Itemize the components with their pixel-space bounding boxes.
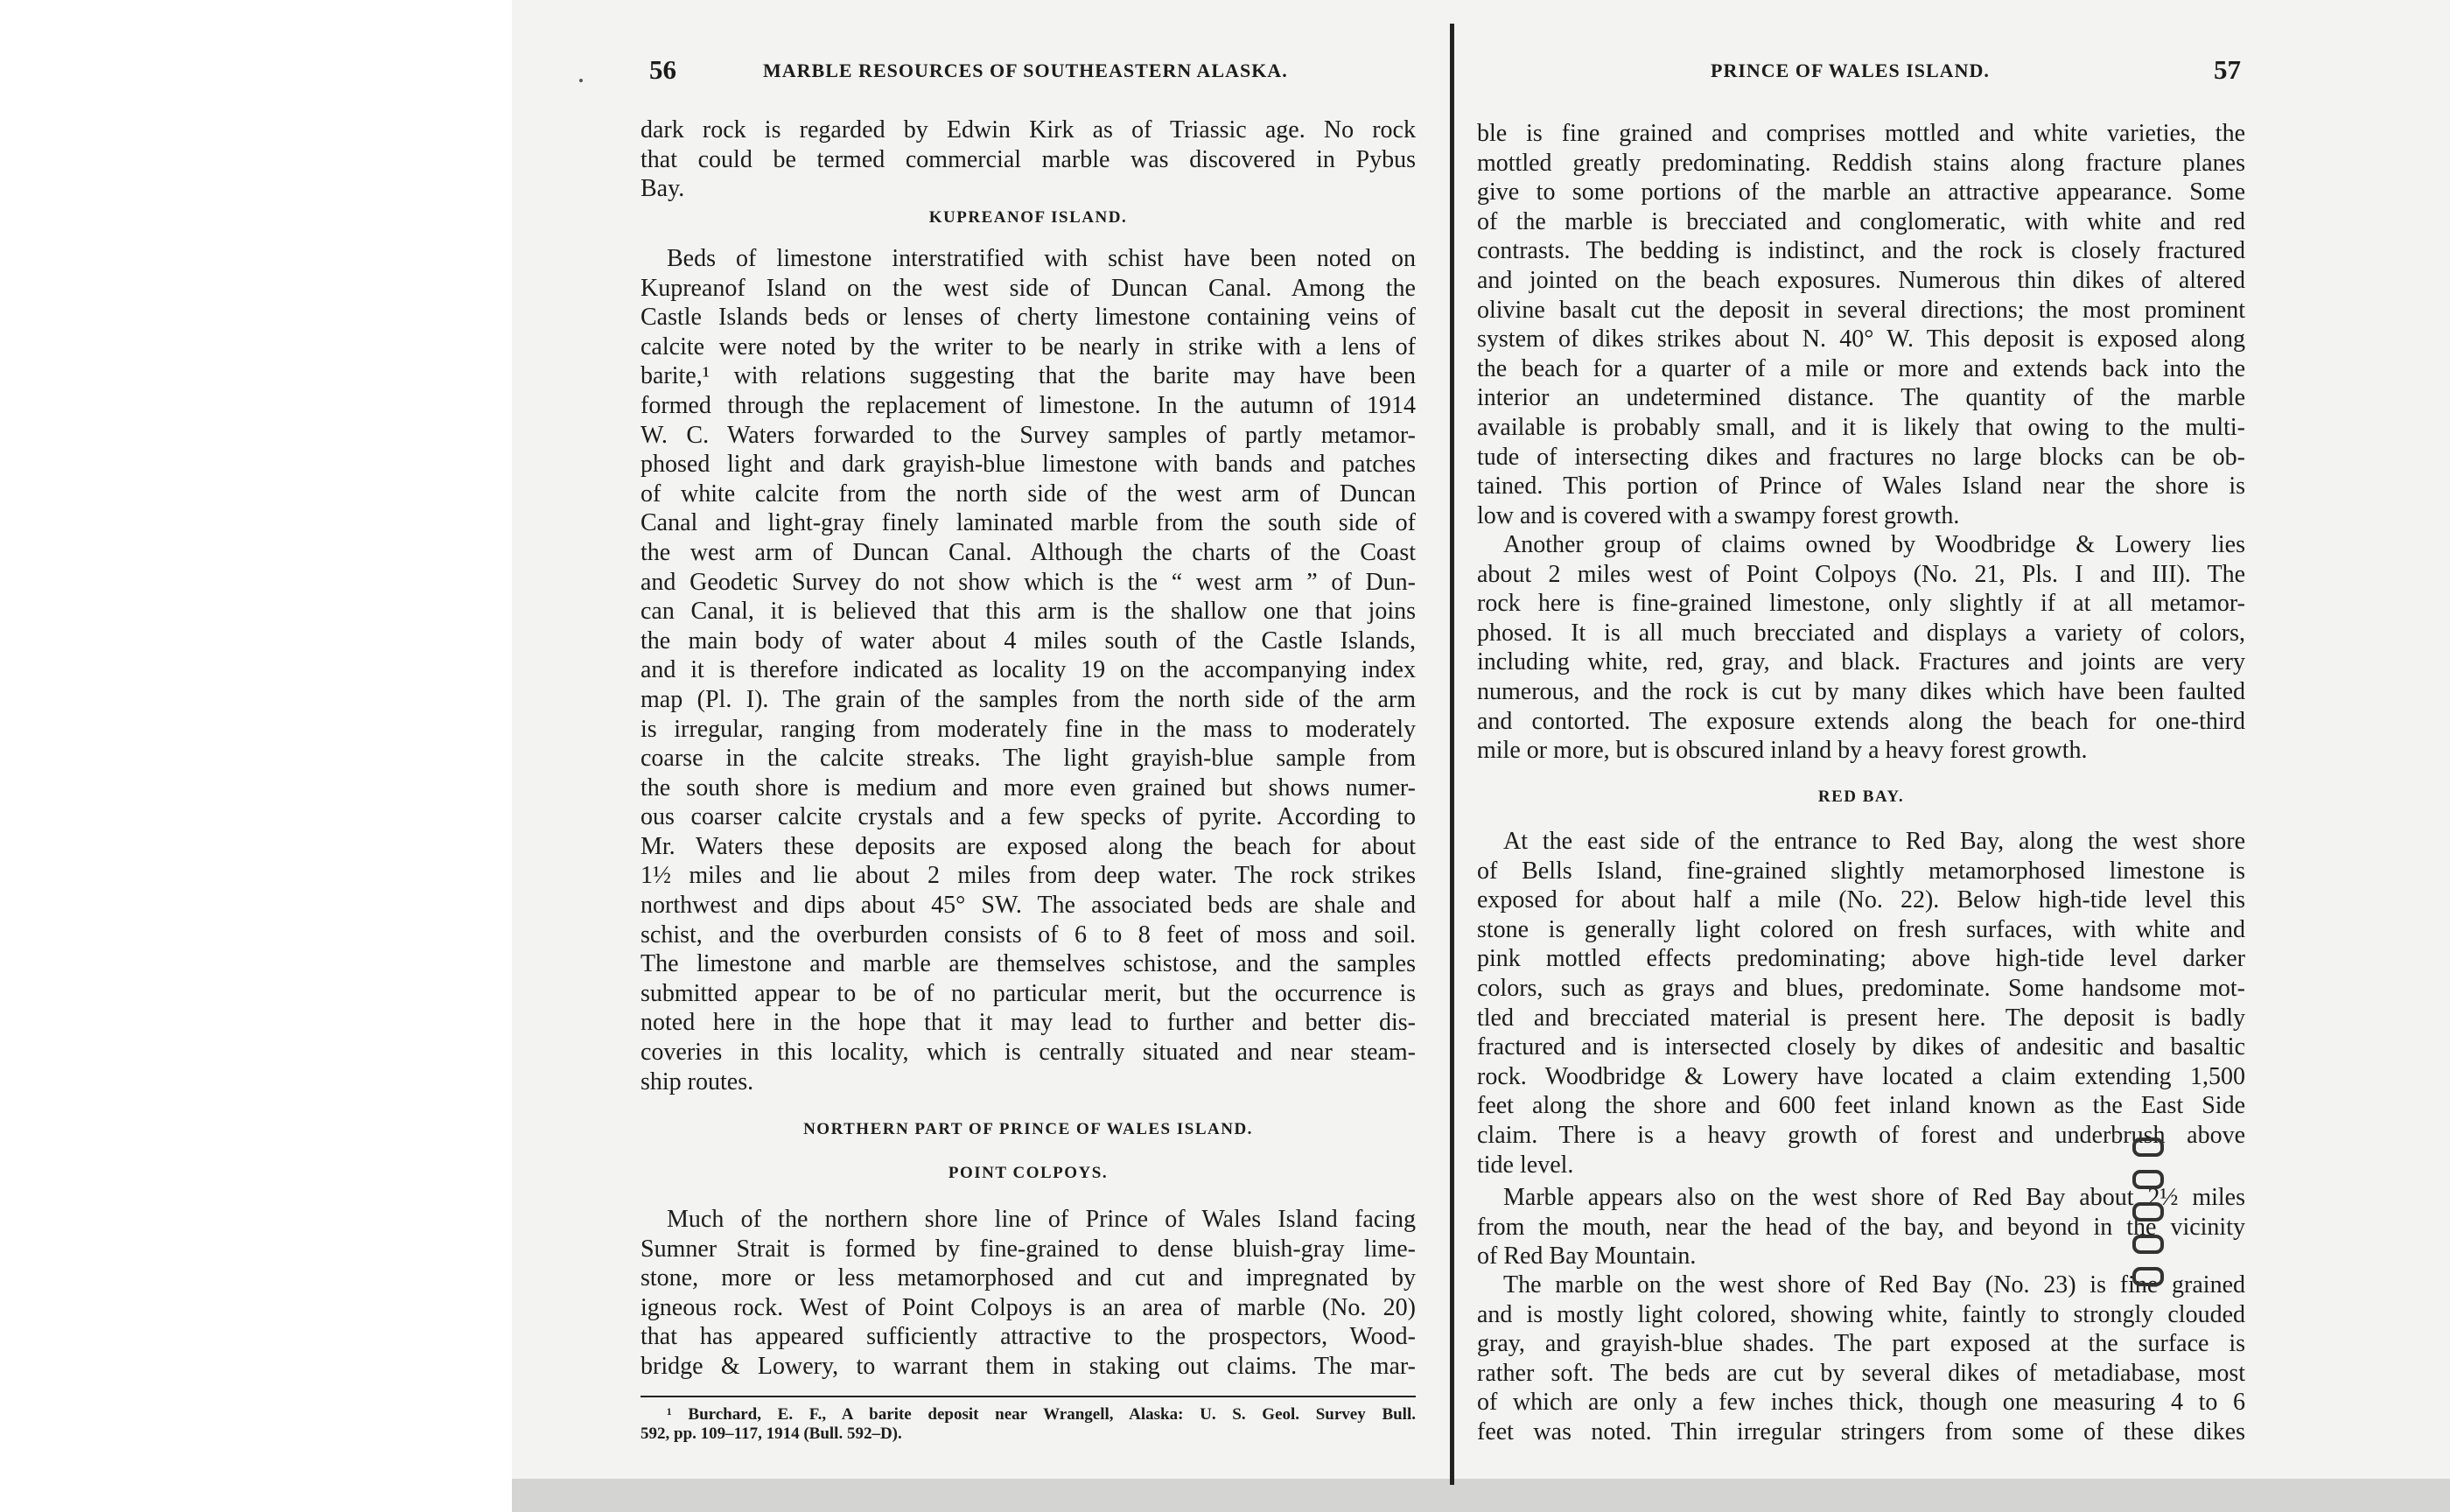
text-line: Marble appears also on the west shore of Red Bay about 2½ miles <box>1503 1184 2245 1211</box>
footnote-line: ¹ Burchard, E. F., A barite deposit near Wrangell, Alaska: U. S. Geol. Survey Bull. <box>667 1405 1416 1424</box>
text-line: interior an undetermined distance. The quantity of the marble <box>1477 384 2245 412</box>
text-line: stone, more or less metamorphosed and cut and impregnated by <box>640 1264 1416 1292</box>
text-line: tude of intersecting dikes and fractures no large blocks can be ob- <box>1477 443 2245 471</box>
paragraph <box>640 244 1416 1096</box>
text-line: ship routes. <box>640 1068 754 1096</box>
archive-stamp <box>2135 1138 2161 1286</box>
text-line: olivine basalt cut the deposit in several directions; the most prominent <box>1477 296 2245 324</box>
section-heading: KUPREANOF ISLAND. <box>928 208 1128 227</box>
text-line: coveries in this locality, which is centrally situated and near steam- <box>640 1039 1416 1067</box>
text-line: can Canal, it is believed that this arm is the shallow one that joins <box>640 598 1416 626</box>
footnote-line: 592, pp. 109–117, 1914 (Bull. 592–D). <box>640 1424 902 1443</box>
left-running-head: MARBLE RESOURCES OF SOUTHEASTERN ALASKA. <box>763 60 1288 81</box>
right-running-head: PRINCE OF WALES ISLAND. <box>1711 60 1990 81</box>
text-line: about 2 miles west of Point Colpoys (No. 21, Pls. I and III). The <box>1477 560 2245 588</box>
gutter-divider <box>1450 24 1454 1485</box>
paragraph <box>1477 1270 2245 1447</box>
text-line: that has appeared sufficiently attractive to the prospectors, Wood- <box>640 1323 1416 1351</box>
text-line: of the marble is brecciated and conglomeratic, with white and red <box>1477 207 2245 235</box>
paragraph <box>1477 119 2245 530</box>
paragraph <box>1477 530 2245 766</box>
text-line: tled and brecciated material is present here. The deposit is badly <box>1477 1004 2245 1032</box>
paragraph <box>640 1205 1416 1382</box>
footnote-rule <box>640 1396 1416 1397</box>
text-line: Canal and light-gray finely laminated marble from the south side of <box>640 509 1416 537</box>
text-line: The marble on the west shore of Red Bay (No. 23) is fine grained <box>1503 1271 2245 1298</box>
text-line: Beds of limestone interstratified with schist have been noted on <box>667 245 1416 272</box>
text-line: and contorted. The exposure extends along the beach for one-third <box>1477 707 2245 735</box>
text-line: of Bells Island, fine-grained slightly metamorphosed limestone is <box>1477 857 2245 885</box>
text-line: system of dikes strikes about N. 40° W. This deposit is exposed along <box>1477 326 2245 354</box>
text-line: gray, and grayish-blue shades. The part exposed at the surface is <box>1477 1330 2245 1358</box>
text-line: of which are only a few inches thick, though one measuring 4 to 6 <box>1477 1389 2245 1417</box>
section-heading: NORTHERN PART OF PRINCE OF WALES ISLAND. <box>803 1120 1253 1138</box>
text-line: tained. This portion of Prince of Wales Island near the shore is <box>1477 472 2245 500</box>
scanner-bed-strip <box>512 1479 2450 1512</box>
text-line: Kupreanof Island on the west side of Duncan Canal. Among the <box>640 274 1416 302</box>
text-line: and jointed on the beach exposures. Numerous thin dikes of altered <box>1477 266 2245 294</box>
text-line: phosed light and dark grayish-blue limestone with bands and patches <box>640 451 1416 479</box>
text-line: Another group of claims owned by Woodbridge & Lowery lies <box>1503 531 2245 558</box>
text-line: W. C. Waters forwarded to the Survey samples of partly metamor- <box>640 421 1416 449</box>
paragraph <box>1477 827 2245 1180</box>
text-line: schist, and the overburden consists of 6 to 8 feet of moss and soil. <box>640 920 1416 948</box>
text-line: of white calcite from the north side of the west arm of Duncan <box>640 480 1416 508</box>
text-line: give to some portions of the marble an attractive appearance. Some <box>1477 178 2245 206</box>
text-line: Bay. <box>640 175 685 203</box>
text-line: and it is therefore indicated as locality 19 on the accompanying index <box>640 656 1416 684</box>
footnote <box>640 1405 1416 1444</box>
paragraph <box>1477 1183 2245 1271</box>
text-line: rock. Woodbridge & Lowery have located a claim extending 1,500 <box>1477 1062 2245 1090</box>
text-line: noted here in the hope that it may lead to further and better dis- <box>640 1009 1416 1037</box>
text-line: claim. There is a heavy growth of forest and underbrush above <box>1477 1121 2245 1149</box>
text-line: the main body of water about 4 miles south of the Castle Islands, <box>640 626 1416 654</box>
text-line: phosed. It is all much brecciated and displays a variety of colors, <box>1477 619 2245 647</box>
text-line: Mr. Waters these deposits are exposed along the beach for about <box>640 832 1416 860</box>
text-line: rather soft. The beds are cut by several dikes of metadiabase, most <box>1477 1359 2245 1387</box>
text-line: rock here is fine-grained limestone, only slightly if at all metamor- <box>1477 590 2245 618</box>
text-line: submitted appear to be of no particular merit, but the occurrence is <box>640 979 1416 1007</box>
text-line: bridge & Lowery, to warrant them in staking out claims. The mar- <box>640 1352 1416 1380</box>
text-line: including white, red, gray, and black. Fractures and joints are very <box>1477 648 2245 676</box>
text-line: formed through the replacement of limestone. In the autumn of 1914 <box>640 391 1416 419</box>
text-line: coarse in the calcite streaks. The light grayish-blue sample from <box>640 745 1416 773</box>
text-line: Much of the northern shore line of Prince of Wales Island facing <box>667 1206 1416 1233</box>
section-heading: POINT COLPOYS. <box>948 1164 1109 1182</box>
text-line: from the mouth, near the head of the bay, and beyond in the vicinity <box>1477 1213 2245 1241</box>
text-line: map (Pl. I). The grain of the samples from the north side of the arm <box>640 685 1416 713</box>
text-line: dark rock is regarded by Edwin Kirk as of Triassic age. No rock <box>640 116 1416 144</box>
text-line: and Geodetic Survey do not show which is the “ west arm ” of Dun- <box>640 568 1416 596</box>
text-line: calcite were noted by the writer to be nearly in strike with a lens of <box>640 332 1416 360</box>
text-line: ous coarser calcite crystals and a few specks of pyrite. According to <box>640 803 1416 831</box>
text-line: is irregular, ranging from moderately fine in the mass to moderately <box>640 715 1416 743</box>
text-line: barite,¹ with relations suggesting that the barite may have been <box>640 362 1416 390</box>
text-line: At the east side of the entrance to Red Bay, along the west shore <box>1503 828 2245 855</box>
text-line: numerous, and the rock is cut by many dikes which have been faulted <box>1477 677 2245 705</box>
text-line: contrasts. The bedding is indistinct, and the rock is closely fractured <box>1477 237 2245 265</box>
text-line: of Red Bay Mountain. <box>1477 1242 1697 1270</box>
text-line: feet along the shore and 600 feet inland known as the East Side <box>1477 1092 2245 1120</box>
left-page-number: 56 <box>649 54 676 85</box>
text-line: available is probably small, and it is likely that owing to the multi- <box>1477 413 2245 441</box>
text-line: 1½ miles and lie about 2 miles from deep water. The rock strikes <box>640 862 1416 890</box>
text-line: stone is generally light colored on fresh surfaces, with white and <box>1477 915 2245 943</box>
text-line: the west arm of Duncan Canal. Although the charts of the Coast <box>640 538 1416 566</box>
text-line: the beach for a quarter of a mile or more and extends back into the <box>1477 354 2245 382</box>
text-line: pink mottled effects predominating; above high-tide level darker <box>1477 945 2245 973</box>
text-line: ble is fine grained and comprises mottled and white varieties, the <box>1477 120 2245 147</box>
text-line: exposed for about half a mile (No. 22). Below high-tide level this <box>1477 886 2245 914</box>
text-line: feet was noted. Thin irregular stringers from some of these dikes <box>1477 1418 2245 1446</box>
text-line: that could be termed commercial marble was discovered in Pybus <box>640 145 1416 173</box>
text-line: mile or more, but is obscured inland by a heavy forest growth. <box>1477 737 2088 765</box>
text-line: tide level. <box>1477 1151 1574 1179</box>
text-line: fractured and is intersected closely by dikes of andesitic and basaltic <box>1477 1033 2245 1061</box>
paragraph <box>640 116 1416 204</box>
scan-speck <box>579 79 583 82</box>
text-line: colors, such as grays and blues, predominate. Some handsome mot- <box>1477 974 2245 1002</box>
section-heading: RED BAY. <box>1817 788 1905 806</box>
text-line: the south shore is medium and more even grained but shows numer- <box>640 774 1416 802</box>
text-line: northwest and dips about 45° SW. The associated beds are shale and <box>640 892 1416 920</box>
right-page-number: 57 <box>2214 54 2241 85</box>
text-line: and is mostly light colored, showing white, faintly to strongly clouded <box>1477 1300 2245 1328</box>
text-line: The limestone and marble are themselves schistose, and the samples <box>640 950 1416 978</box>
text-line: igneous rock. West of Point Colpoys is an area of marble (No. 20) <box>640 1293 1416 1321</box>
text-line: Castle Islands beds or lenses of cherty limestone containing veins of <box>640 304 1416 332</box>
text-line: Sumner Strait is formed by fine-grained to dense bluish-gray lime- <box>640 1235 1416 1263</box>
text-line: mottled greatly predominating. Reddish stains along fracture planes <box>1477 149 2245 177</box>
text-line: low and is covered with a swampy forest growth. <box>1477 501 1960 529</box>
